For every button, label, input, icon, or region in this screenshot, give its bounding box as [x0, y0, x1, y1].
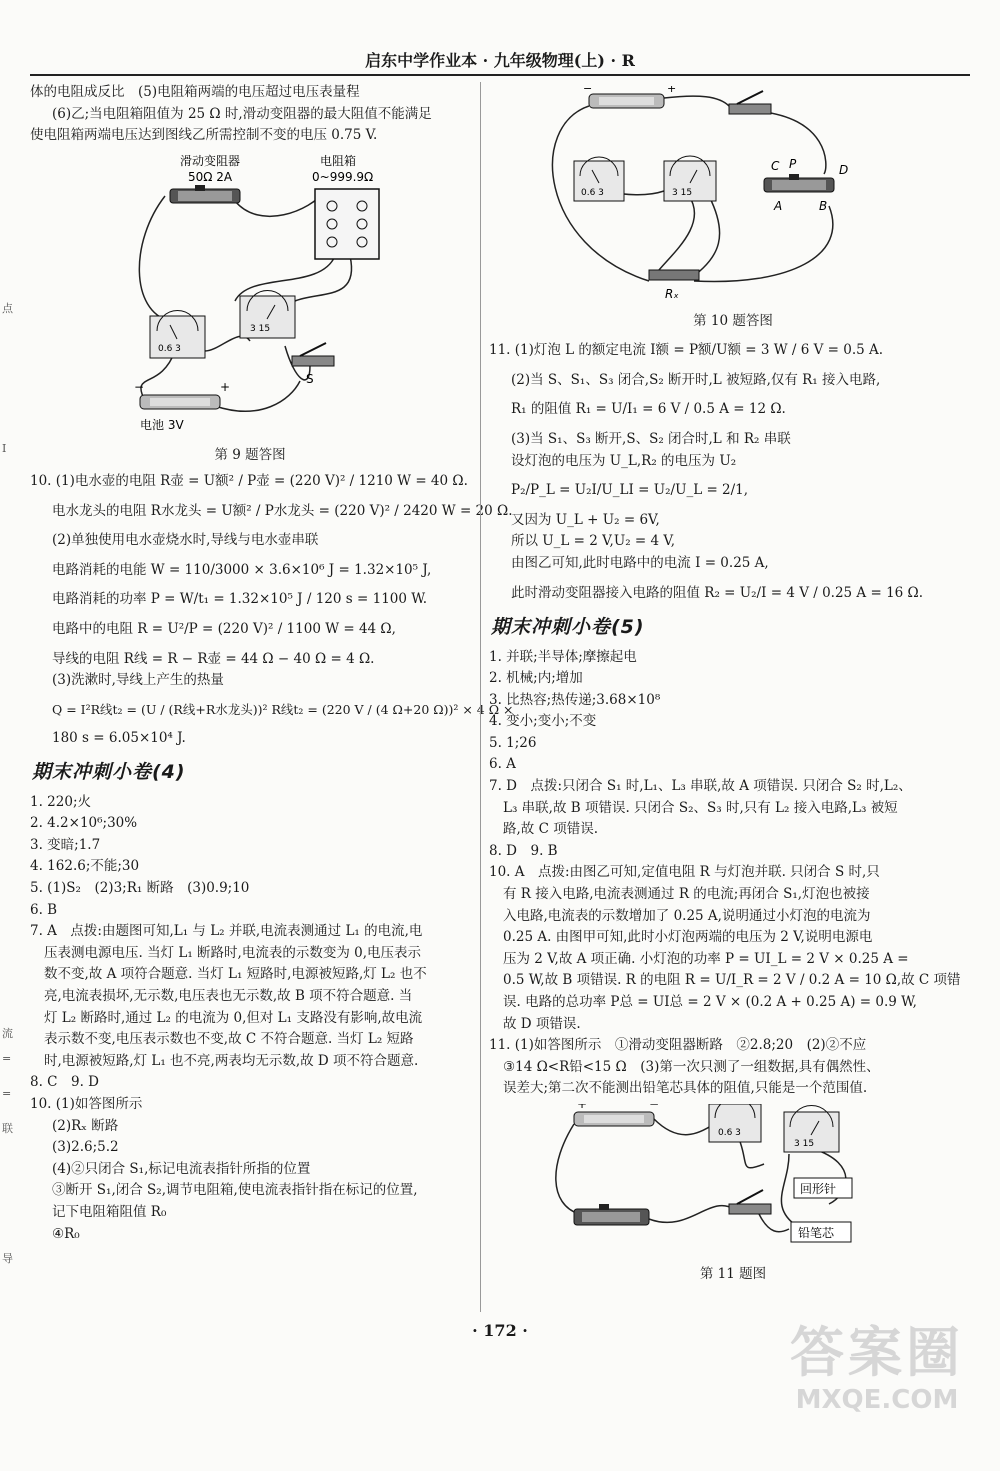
text-line: 电水龙头的电阻 R水龙头 = U额² / P水龙头 = (220 V)² / 2420 W = 20 Ω.	[52, 502, 513, 519]
circuit-diagram-10	[489, 86, 969, 301]
battery-minus: −	[583, 86, 593, 95]
answer-line: 压为 2 V,故 A 项正确. 小灯泡的功率 P = UI_L = 2 V × 0.25 A =	[503, 950, 909, 967]
resistor-icon	[649, 270, 699, 280]
pencil-lead-label: 铅笔芯	[798, 1225, 835, 1240]
answer-line: 误差大;第二次不能测出铅笔芯具体的阻值,只能是一个范围值.	[503, 1080, 868, 1097]
margin-mark: =	[2, 1087, 12, 1100]
margin-mark: 联	[2, 1122, 13, 1135]
answer-line: 8. D 9. B	[489, 842, 558, 859]
circuit-diagram-11	[489, 1104, 969, 1254]
answer-line: 3. 变暗;1.7	[30, 836, 101, 853]
figure-caption: 第 10 题答图	[693, 312, 773, 329]
voltmeter-scale: 3 15	[672, 188, 693, 198]
answer-line: 路,故 C 项错误.	[503, 821, 598, 838]
answer-line: ③14 Ω<R铅<15 Ω (3)第一次只测了一组数据,具有偶然性、	[503, 1058, 880, 1075]
header-title: 启东中学作业本 · 九年级物理(上) · R	[365, 51, 635, 70]
resistance-box-icon	[315, 189, 379, 259]
answer-line: (2)Rₓ 断路	[52, 1117, 119, 1134]
text-line: 电路消耗的功率 P = W/t₁ = 1.32×10⁵ J / 120 s = 1100 W.	[52, 591, 428, 608]
battery-minus: −	[134, 379, 145, 394]
margin-mark: I	[2, 442, 7, 455]
figure-10	[489, 86, 977, 332]
text-line: 体的电阻成反比 (5)电阻箱两端的电压超过电压表量程	[30, 84, 360, 100]
text-line: (6)乙;当电阻箱阻值为 25 Ω 时,滑动变阻器的最大阻值不能满足	[52, 105, 432, 122]
watermark-text: 答案圈	[790, 1321, 964, 1384]
terminal-label: C	[771, 159, 780, 173]
answer-line: 6. A	[489, 756, 516, 773]
terminal-label: D	[839, 163, 849, 177]
answer-line: 故 D 项错误.	[503, 1015, 581, 1032]
ammeter-icon	[574, 157, 624, 201]
voltmeter-icon	[664, 156, 716, 201]
answer-line: 时,电源被短路,灯 L₁ 也不亮,两表均无示数,故 D 项不符合题意.	[44, 1052, 419, 1069]
rheostat-icon	[170, 185, 240, 203]
terminal-label: A	[774, 199, 783, 213]
text-line: Q = I²R线t₂ = (U / (R线+R水龙头))² R线t₂ = (220 V / (4 Ω+20 Ω))² × 4 Ω ×	[52, 701, 514, 717]
answer-line: 2. 机械;内;增加	[489, 670, 583, 687]
ammeter-icon	[709, 1104, 761, 1142]
text-line: 又因为 U_L + U₂ = 6V,	[511, 511, 660, 528]
battery-plus: +	[220, 379, 231, 394]
answer-line: 1. 220;火	[30, 793, 91, 810]
text-line: (3)当 S₁、S₃ 断开,S、S₂ 闭合时,L 和 R₂ 串联	[511, 430, 791, 447]
terminal-label: B	[819, 199, 828, 213]
answer-line: 7. D 点拨:只闭合 S₁ 时,L₁、L₃ 串联,故 A 项错误. 只闭合 S₂ 时,L₂、	[489, 778, 912, 795]
answer-line: 5. (1)S₂ (2)3;R₁ 断路 (3)0.9;10	[30, 880, 250, 897]
text-line: 180 s = 6.05×10⁴ J.	[52, 729, 186, 746]
text-line: 导线的电阻 R线 = R − R壶 = 44 Ω − 40 Ω = 4 Ω.	[52, 650, 375, 667]
answer-line: 1. 并联;半导体;摩擦起电	[489, 648, 637, 665]
text-line: 设灯泡的电压为 U_L,R₂ 的电压为 U₂	[511, 452, 737, 469]
watermark-logo	[782, 1321, 972, 1431]
text-line: 11. (1)灯泡 L 的额定电流 I额 = P额/U额 = 3 W / 6 V = 0.5 A.	[489, 342, 884, 359]
switch-icon	[729, 1190, 771, 1214]
battery-minus: −	[649, 1103, 660, 1111]
rheostat-label: 滑动变阻器	[180, 153, 241, 168]
text-line: (2)当 S、S₁、S₃ 闭合,S₂ 断开时,L 被短路,仅有 R₁ 接入电路,	[511, 371, 881, 388]
battery-plus: +	[667, 86, 677, 95]
text-line: 电路中的电阻 R = U²/P = (220 V)² / 1100 W = 44 Ω,	[52, 620, 396, 637]
battery-icon	[574, 1112, 654, 1126]
voltmeter-scale: 3 15	[794, 1138, 815, 1149]
text-line: 使电阻箱两端电压达到图线乙所需控制不变的电压 0.75 V.	[30, 127, 378, 144]
answer-line: 8. C 9. D	[30, 1074, 99, 1091]
battery-icon	[140, 395, 220, 409]
text-line: (2)单独使用电水壶烧水时,导线与电水壶串联	[52, 532, 319, 549]
figure-9	[30, 151, 470, 467]
answer-line: 表示数不变,电压表示数也不变,故 C 不符合题意. 当灯 L₂ 短路	[44, 1031, 414, 1048]
voltmeter-scale: 3 15	[250, 323, 271, 334]
answer-line: 3. 比热容;热传递;3.68×10⁸	[489, 691, 661, 708]
answer-line: 压表测电源电压. 当灯 L₁ 断路时,电流表的示数变为 0,电压表示	[44, 944, 422, 961]
paperclip-label: 回形针	[800, 1181, 837, 1196]
answer-line: (4)②只闭合 S₁,标记电流表指针所指的位置	[52, 1160, 311, 1177]
battery-label: 电池 3V	[140, 417, 184, 432]
answer-line: (3)2.6;5.2	[52, 1139, 119, 1156]
answer-line: 2. 4.2×10⁶;30%	[30, 815, 138, 832]
rheostat-icon	[574, 1204, 649, 1225]
text-line: 由图乙可知,此时电路中的电流 I = 0.25 A,	[511, 554, 769, 571]
figure-caption: 第 9 题答图	[214, 447, 286, 464]
ammeter-icon	[150, 310, 205, 358]
answer-line: 4. 变小;变小;不变	[489, 713, 597, 730]
section-title-5: 期末冲刺小卷(5)	[491, 616, 645, 639]
battery-plus: +	[577, 1103, 588, 1111]
answer-line: ④R₀	[52, 1225, 80, 1242]
answer-line: 记下电阻箱阻值 R₀	[52, 1203, 167, 1220]
section-title-4: 期末冲刺小卷(4)	[32, 761, 186, 784]
watermark-url: MXQE.COM	[795, 1385, 959, 1415]
margin-mark: 导	[2, 1252, 13, 1265]
page-number: · 172 ·	[472, 1321, 528, 1340]
answer-line: 有 R 接入电路,电流表测通过 R 的电流;再闭合 S₁,灯泡也被接	[503, 886, 870, 903]
answer-line: 4. 162.6;不能;30	[30, 858, 140, 875]
voltmeter-icon	[240, 290, 295, 338]
circuit-diagram-9	[30, 151, 470, 436]
rheostat-icon	[764, 174, 834, 192]
answer-line: 10. A 点拨:由图乙可知,定值电阻 R 与灯泡并联. 只闭合 S 时,只	[489, 864, 880, 881]
text-line: (3)洗漱时,导线上产生的热量	[52, 672, 224, 689]
text-line: P₂/P_L = U₂I/U_LI = U₂/U_L = 2/1,	[511, 482, 749, 499]
ammeter-scale: 0.6 3	[581, 188, 604, 198]
figure-caption: 第 11 题图	[699, 1265, 767, 1282]
ammeter-scale: 0.6 3	[718, 1127, 741, 1138]
answer-line: 5. 1;26	[489, 734, 537, 751]
text-line: 所以 U_L = 2 V,U₂ = 4 V,	[511, 533, 676, 550]
text-line: 电路消耗的电能 W = 110/3000 × 3.6×10⁶ J = 1.32×10⁵ J,	[52, 561, 432, 578]
text-line: 10. (1)电水壶的电阻 R壶 = U额² / P壶 = (220 V)² / 1210 W = 40 Ω.	[30, 472, 468, 489]
ammeter-scale: 0.6 3	[158, 343, 181, 354]
answer-line: 数不变,故 A 项符合题意. 当灯 L₁ 短路时,电源被短路,灯 L₂ 也不	[44, 966, 427, 983]
resistor-label: Rₓ	[665, 287, 679, 301]
voltmeter-icon	[784, 1105, 839, 1152]
answer-line: 入电路,电流表的示数增加了 0.25 A,说明通过小灯泡的电流为	[503, 907, 871, 924]
rheostat-spec: 50Ω 2A	[188, 169, 233, 184]
answer-line: ③断开 S₁,闭合 S₂,调节电阻箱,使电流表指针指在标记的位置,	[52, 1182, 418, 1199]
answer-line: L₃ 串联,故 B 项错误. 只闭合 S₂、S₃ 时,只有 L₂ 接入电路,L₃ 被短	[503, 799, 898, 816]
answer-line: 10. (1)如答图所示	[30, 1096, 143, 1113]
switch-icon	[729, 91, 771, 114]
switch-icon	[292, 343, 334, 366]
text-line: 此时滑动变阻器接入电路的阻值 R₂ = U₂/I = 4 V / 0.25 A = 16 Ω.	[511, 584, 924, 601]
battery-icon	[589, 94, 664, 108]
page-header	[30, 44, 970, 76]
box-range: 0~999.9Ω	[312, 169, 374, 184]
figure-11	[489, 1104, 977, 1285]
terminal-label: P	[789, 157, 797, 171]
answer-line: 6. B	[30, 901, 58, 918]
margin-mark: 点	[2, 302, 13, 315]
answer-line: 误. 电路的总功率 P总 = UI总 = 2 V × (0.2 A + 0.25 A) = 0.9 W,	[503, 994, 917, 1011]
answer-line: 7. A 点拨:由题图可知,L₁ 与 L₂ 并联,电流表测通过 L₁ 的电流,电	[30, 923, 423, 940]
answer-line: 0.25 A. 由图甲可知,此时小灯泡两端的电压为 2 V,说明电源电	[503, 929, 873, 946]
answer-line: 灯 L₂ 断路时,通过 L₂ 的电流为 0,但对 L₁ 支路没有影响,故电流	[44, 1009, 423, 1026]
text-line: R₁ 的阻值 R₁ = U/I₁ = 6 V / 0.5 A = 12 Ω.	[511, 401, 786, 418]
switch-label: S	[306, 371, 314, 386]
answer-line: 亮,电流表损坏,无示数,电压表也无示数,故 B 项不符合题意. 当	[44, 988, 413, 1005]
margin-mark: 流	[2, 1027, 13, 1040]
box-label: 电阻箱	[320, 153, 357, 168]
margin-mark: =	[2, 1052, 12, 1065]
right-column	[480, 82, 977, 1312]
answer-line: 0.5 W,故 B 项错误. R 的电阻 R = U/I_R = 2 V / 0.2 A = 10 Ω,故 C 项错	[503, 972, 961, 989]
answer-line: 11. (1)如答图所示 ①滑动变阻器断路 ②2.8;20 (2)②不应	[489, 1037, 867, 1054]
